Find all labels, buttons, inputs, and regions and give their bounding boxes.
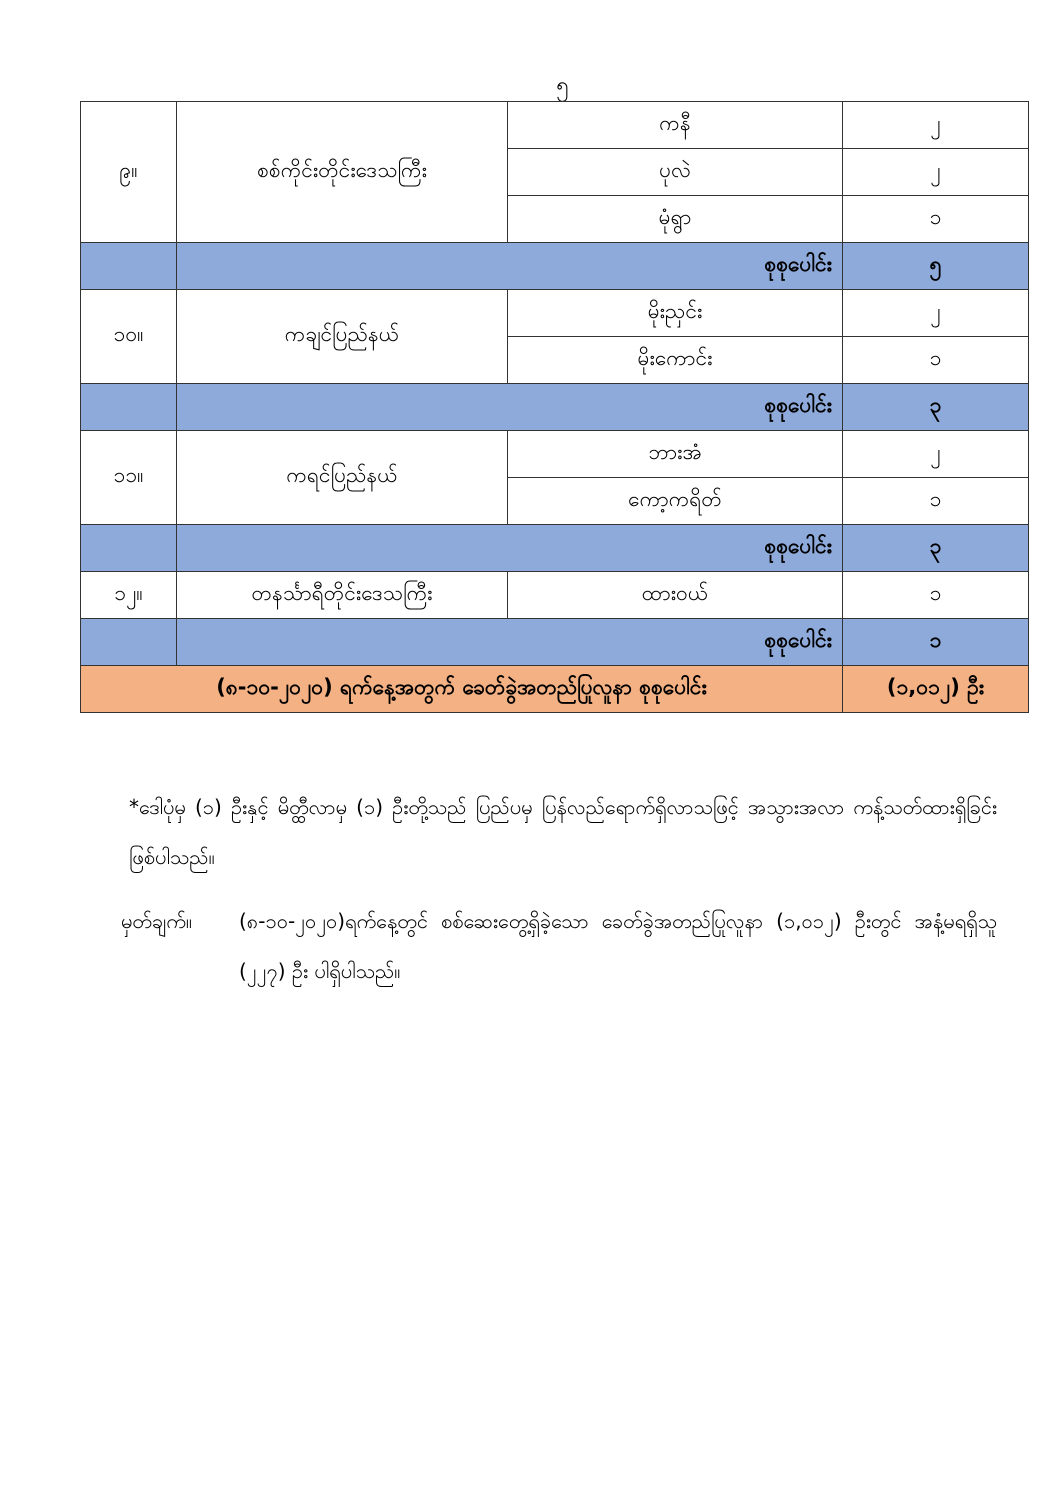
subtotal-value: ၅ [843, 243, 1029, 290]
subtotal-blank-cell [81, 525, 177, 572]
grand-total-label: (၈-၁၀-၂၀၂၀) ရက်နေ့အတွက် ခေတ်ခွဲအတည်ပြုလူနာ စုစုပေါင်း [81, 666, 843, 713]
subtotal-blank-cell [81, 384, 177, 431]
row-number: ၁၀။ [81, 290, 177, 384]
subtotal-label: စုစုပေါင်း [177, 243, 843, 290]
table-row [81, 290, 1029, 337]
region-name: စစ်ကိုင်းတိုင်းဒေသကြီး [177, 102, 508, 243]
case-count: ၂ [843, 102, 1029, 149]
subtotal-row [81, 243, 1029, 290]
region-name: ကချင်ပြည်နယ် [177, 290, 508, 384]
table-row [81, 572, 1029, 619]
cases-table [80, 101, 1029, 713]
township-name: မိုးညှင်း [508, 290, 843, 337]
case-count: ၂ [843, 431, 1029, 478]
township-name: ထားဝယ် [508, 572, 843, 619]
remark-label: မှတ်ချက်။ [121, 909, 192, 933]
subtotal-value: ၃ [843, 384, 1029, 431]
subtotal-row [81, 525, 1029, 572]
table-row [81, 102, 1029, 149]
subtotal-row [81, 384, 1029, 431]
case-count: ၁ [843, 478, 1029, 525]
row-number: ၁၂။ [81, 572, 177, 619]
township-name: ကော့ကရိတ် [508, 478, 843, 525]
township-name: ဘားအံ [508, 431, 843, 478]
township-name: ပုလဲ [508, 149, 843, 196]
subtotal-blank-cell [81, 619, 177, 666]
case-count: ၂ [843, 149, 1029, 196]
subtotal-label: စုစုပေါင်း [177, 525, 843, 572]
grand-total-value: (၁,၀၁၂) ဦး [843, 666, 1029, 713]
subtotal-label: စုစုပေါင်း [177, 384, 843, 431]
case-count: ၁ [843, 196, 1029, 243]
subtotal-value: ၃ [843, 525, 1029, 572]
remark-text: (၈-၁၀-၂၀၂၀)ရက်နေ့တွင် စစ်ဆေးတွေ့ရှိခဲ့သော ခေတ်ခွဲအတည်ပြုလူနာ (၁,၀၁၂) ဦးတွင် အနံ့မရရှိသူ (၂၂၇) ဦး ပါရှိပါသည်။ [239, 909, 997, 983]
case-count: ၂ [843, 290, 1029, 337]
township-name: မိုးကောင်း [508, 337, 843, 384]
region-name: ကရင်ပြည်နယ် [177, 431, 508, 525]
township-name: မုံရွာ [508, 196, 843, 243]
case-count: ၁ [843, 337, 1029, 384]
row-number: ၁၁။ [81, 431, 177, 525]
subtotal-blank-cell [81, 243, 177, 290]
subtotal-row [81, 619, 1029, 666]
table-row [81, 431, 1029, 478]
row-number: ၉။ [81, 102, 177, 243]
page-number: ၅ [556, 73, 569, 98]
notes-section [121, 782, 997, 996]
township-name: ကနီ [508, 102, 843, 149]
subtotal-label: စုစုပေါင်း [177, 619, 843, 666]
subtotal-value: ၁ [843, 619, 1029, 666]
grand-total-row [81, 666, 1029, 713]
case-count: ၁ [843, 572, 1029, 619]
remark-block [121, 896, 997, 996]
region-name: တနင်္သာရီတိုင်းဒေသကြီး [177, 572, 508, 619]
footnote-travel-restriction: *ဒေါပုံမှ (၁) ဦးနှင့် မိတ္ထီလာမှ (၁) ဦးတို့သည် ပြည်ပမှ ပြန်လည်ရောက်ရှိလာသဖြင့် အသွားအလာ ကန့်သတ်ထားရှိခြင်းဖြစ်ပါသည်။ [129, 795, 997, 869]
